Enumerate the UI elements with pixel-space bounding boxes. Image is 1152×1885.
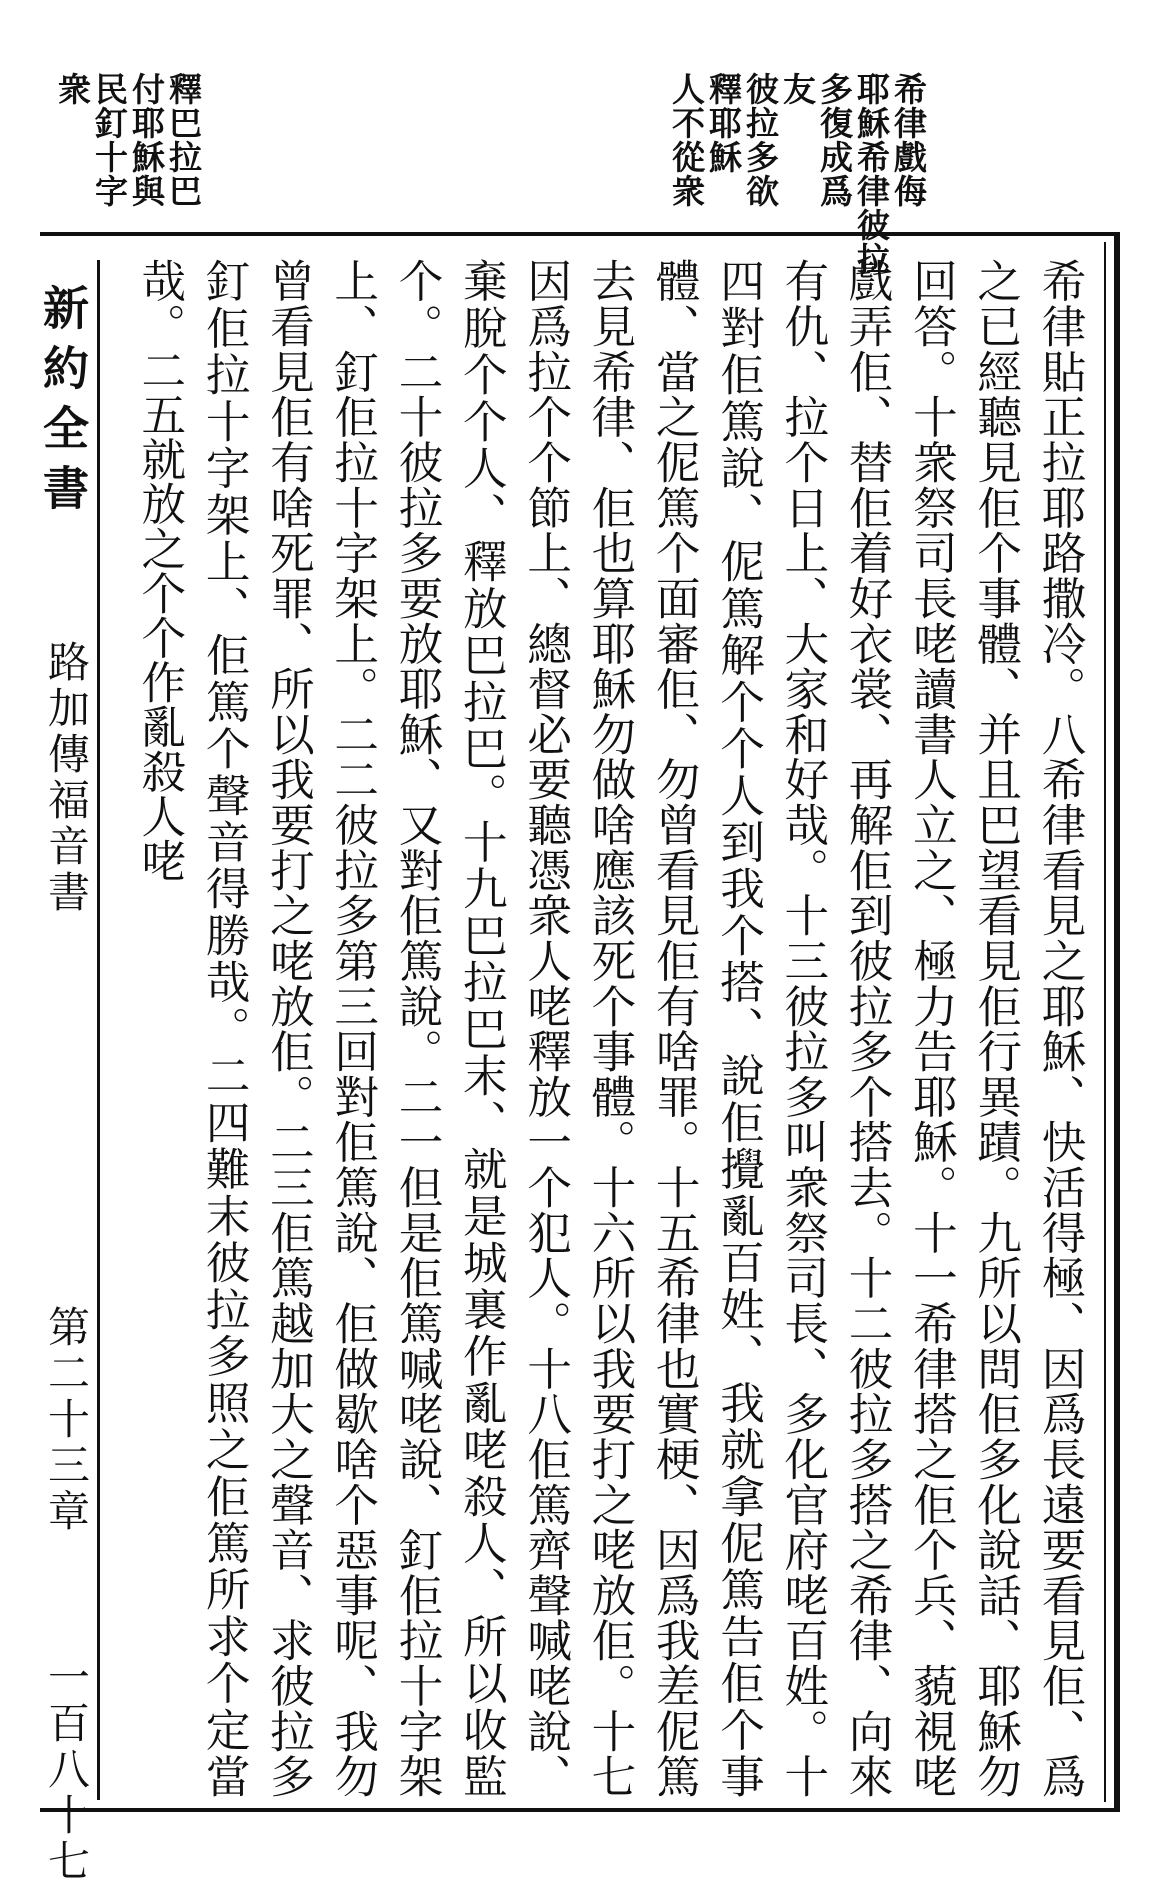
chapter-label: 第二十三章 bbox=[42, 1305, 91, 1535]
headnote-line: 多復成爲 bbox=[815, 72, 854, 208]
body-text bbox=[127, 258, 1092, 1798]
headnote-line: 民釘十字 bbox=[90, 72, 129, 208]
headnote-line: 釋耶穌 bbox=[704, 72, 743, 174]
headnote-line: 衆 bbox=[53, 72, 92, 106]
headnote-line: 友 bbox=[778, 72, 817, 106]
body-paragraph: 希律貼正拉耶路撒冷。八希律看見之耶穌、快活得極、因爲長遠要看見佢、爲之已經聽見佢个事體、并且巴望看見佢行異蹟。九所以問佢多化說話、耶穌勿回答。十衆祭司長咾讀書人立之、極力告耶穌。十一希律搭之佢个兵、藐視咾戲弄佢、替佢着好衣裳、再解佢到彼拉多个搭去。十二彼拉多搭之希律、向來有仇、拉个日上、大家和好哉。十三彼拉多叫衆祭司長、多化官府咾百姓。十四對佢篤說、伲篤解个个人到我个搭、說佢攪亂百姓、我就拿伲篤告佢个事體、當之伲篤个面審佢、勿曾看見佢有啥罪。十五希律也實梗、因爲我差伲篤去見希律、佢也算耶穌勿做啥應該死个事體。十六所以我要打之咾放佢。十七因爲拉个个節上、總督必要聽憑衆人咾釋放一个犯人。十八佢篤齊聲喊咾說、棄脫个个人、釋放巴拉巴。十九巴拉巴末、就是城裏作亂咾殺人、所以收監个。二十彼拉多要放耶穌、又對佢篤說。二一但是佢篤喊咾說、釘佢拉十字架上、釘佢拉十字架上。二二彼拉多第三回對佢篤說、佢做歇啥个惡事呢、我勿曾看見佢有啥死罪、所以我要打之咾放佢。二三佢篤越加大之聲音、求彼拉多釘佢拉十字架上、佢篤个聲音得勝哉。二四難末彼拉多照之佢篤所求个定當哉。二五就放之个个作亂殺人咾 bbox=[133, 258, 1086, 1798]
book-title: 新約全書 bbox=[36, 284, 90, 524]
headnote-line: 人不從衆 bbox=[667, 72, 706, 208]
headnote-line: 耶穌希律彼拉 bbox=[852, 72, 891, 276]
headnote-right bbox=[617, 72, 928, 276]
headnote-line: 釋巴拉巴 bbox=[164, 72, 203, 208]
headnote-line: 希律戲侮 bbox=[889, 72, 928, 208]
gospel-title: 路加傳福音書 bbox=[42, 640, 91, 916]
headnote-line: 付耶穌與 bbox=[127, 72, 166, 208]
headnote-line: 彼拉多欲 bbox=[741, 72, 780, 208]
page-number: 一百八十七 bbox=[42, 1655, 91, 1885]
margin-column bbox=[36, 260, 100, 1885]
headnote-left bbox=[42, 72, 202, 222]
